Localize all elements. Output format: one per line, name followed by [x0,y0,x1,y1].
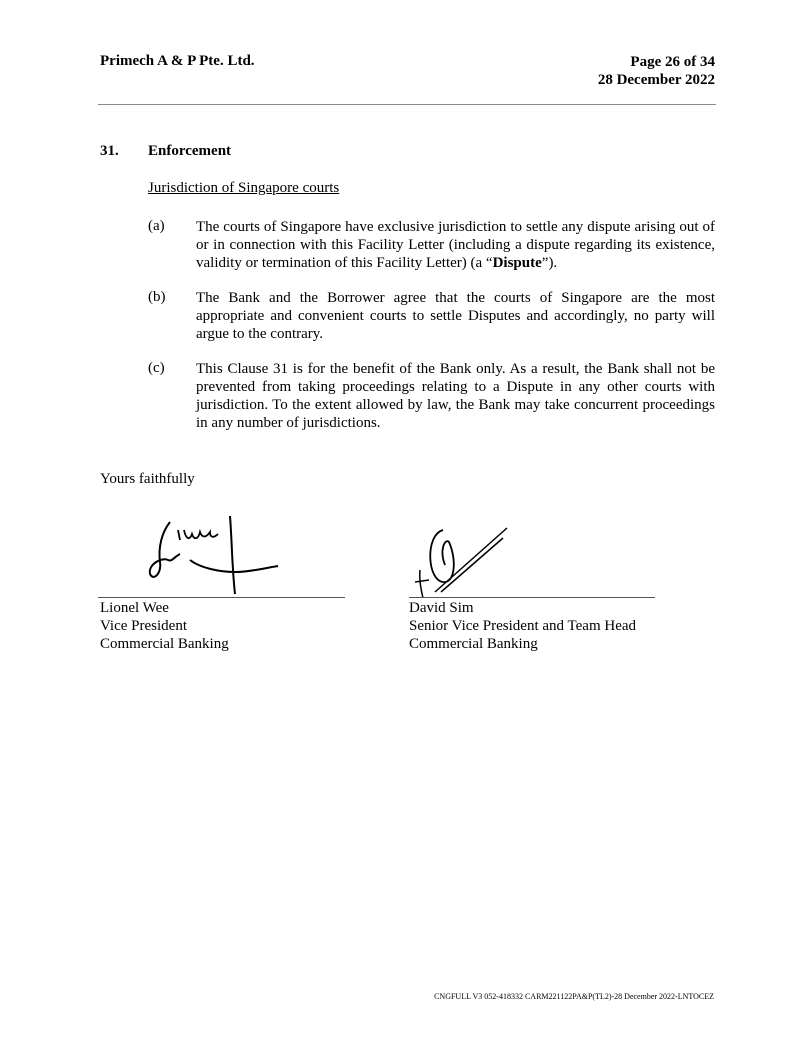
clause-label: (a) [148,218,165,234]
company-name: Primech A & P Pte. Ltd. [100,53,255,69]
clause-label: (b) [148,289,166,305]
signatory-1 [100,599,229,653]
section-title: Enforcement [148,143,232,159]
header-divider [98,104,716,105]
clause-a [148,218,715,272]
clause-label: (c) [148,360,165,376]
signatory-name: Lionel Wee [100,600,169,616]
signatory-department: Commercial Banking [100,636,229,652]
clause-text: The courts of Singapore have exclusive jurisdiction to settle any dispute arising out of or in connection with this Facility Letter (including a dispute regarding its existence, validity or termination of this Facility Letter) (a “Dispute”). [196,219,715,271]
document-reference-footer: CNGFULL V3 052-418332 CARM221122PA&P(TL2)-28 December 2022-LNTOCEZ [434,992,714,1001]
defined-term: Dispute [492,255,542,271]
clause-text: This Clause 31 is for the benefit of the Bank only. As a result, the Bank shall not be prevented from taking proceedings relating to a Dispute in any other courts with jurisdiction. To the extent allowed by law, the Bank may take concurrent proceedings in any number of jurisdictions. [196,361,715,431]
clause-text: The Bank and the Borrower agree that the courts of Singapore are the most appropriate and convenient courts to settle Disputes and accordingly, no party will argue to the contrary. [196,290,715,342]
signatory-title: Senior Vice President and Team Head [409,618,637,634]
signatory-title: Vice President [100,618,187,634]
signatory-name: David Sim [409,600,474,616]
signature-lionel-wee [140,512,280,597]
page-header-right [598,53,715,89]
signature-david-sim [415,520,515,600]
signatory-2 [409,599,636,653]
signature-line-2 [409,597,655,598]
section-number: 31. [100,143,119,159]
section-subheading: Jurisdiction of Singapore courts [148,180,340,196]
clause-c [148,360,715,432]
page-number: Page 26 of 34 [630,54,715,70]
signatory-department: Commercial Banking [409,636,538,652]
clause-b [148,289,715,343]
closing-salutation: Yours faithfully [100,471,195,487]
document-date: 28 December 2022 [597,72,715,88]
signature-line-1 [98,597,345,598]
